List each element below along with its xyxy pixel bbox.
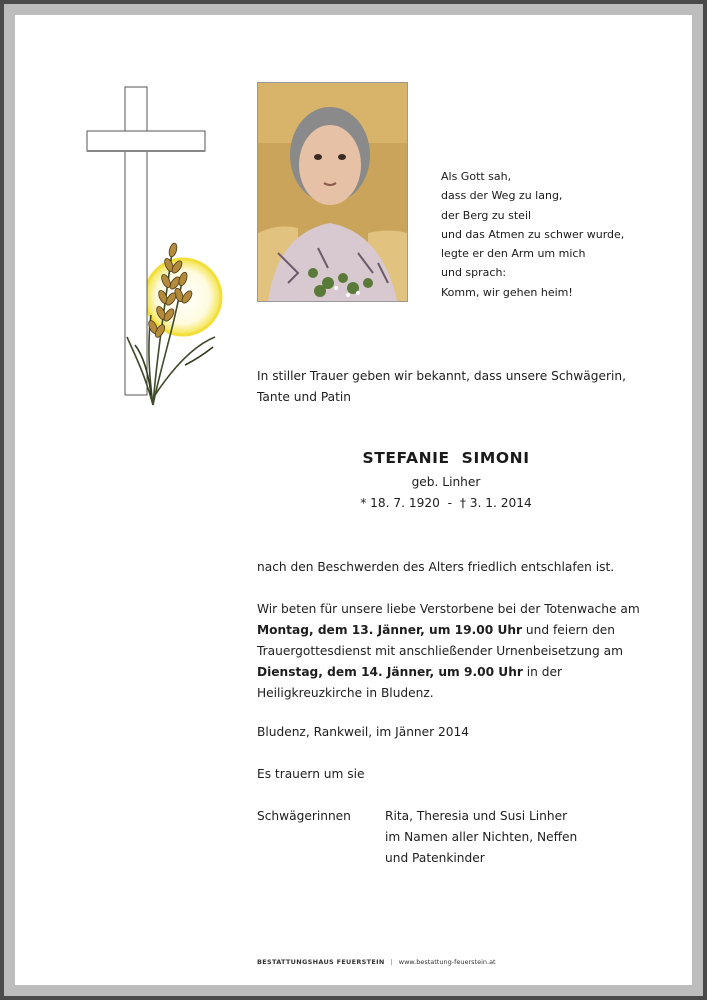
service-text: Wir beten für unsere liebe Verstorbene bei der Totenwache am xyxy=(257,602,640,616)
poem-line: Komm, wir gehen heim! xyxy=(441,285,573,299)
poem-line: und sprach: xyxy=(441,266,507,280)
funeral-home-name: BESTATTUNGSHAUS FEUERSTEIN xyxy=(257,958,385,966)
poem-line: der Berg zu steil xyxy=(441,208,532,222)
service-text: in der Heiligkreuzkirche in Bludenz. xyxy=(257,665,562,700)
announcement-intro: In stiller Trauer geben wir bekannt, dass unsere Schwägerin, Tante und Patin xyxy=(257,369,626,404)
footer-separator: | xyxy=(390,958,393,966)
poem-line: und das Atmen zu schwer wurde, xyxy=(441,227,625,241)
portrait-photo xyxy=(257,82,408,302)
place-and-date: Bludenz, Rankweil, im Jänner 2014 xyxy=(257,725,470,739)
relation-label: Schwägerinnen xyxy=(257,809,351,823)
poem xyxy=(441,167,624,302)
family-line: Rita, Theresia und Susi Linher xyxy=(385,809,568,823)
page-frame xyxy=(4,4,703,996)
service-details xyxy=(257,599,647,704)
funeral-date: Dienstag, dem 14. Jänner, um 9.00 Uhr xyxy=(257,665,523,679)
family-line: und Patenkinder xyxy=(385,851,485,865)
cross-icon xyxy=(87,87,205,395)
birth-name: geb. Linher xyxy=(411,475,481,489)
cross-with-wheat-illustration xyxy=(65,75,265,415)
service-text: und feiern den Trauergottesdienst mit anschließender Urnenbeisetzung am xyxy=(257,623,623,658)
rest-statement: nach den Beschwerden des Alters friedlich entschlafen ist. xyxy=(257,560,615,574)
poem-line: dass der Weg zu lang, xyxy=(441,189,563,203)
poem-line: Als Gott sah, xyxy=(441,170,512,183)
family-line: im Namen aller Nichten, Neffen xyxy=(385,830,578,844)
family-list xyxy=(385,806,577,869)
mourners-intro: Es trauern um sie xyxy=(257,767,365,781)
poem-line: legte er den Arm um mich xyxy=(441,247,586,261)
wake-date: Montag, dem 13. Jänner, um 19.00 Uhr xyxy=(257,623,523,637)
life-dates: * 18. 7. 1920 - † 3. 1. 2014 xyxy=(360,496,532,510)
footer-url: www.bestattung-feuerstein.at xyxy=(398,958,496,966)
footer xyxy=(257,958,496,966)
obituary-card xyxy=(15,15,692,985)
deceased-name: STEFANIE SIMONI xyxy=(362,449,530,467)
